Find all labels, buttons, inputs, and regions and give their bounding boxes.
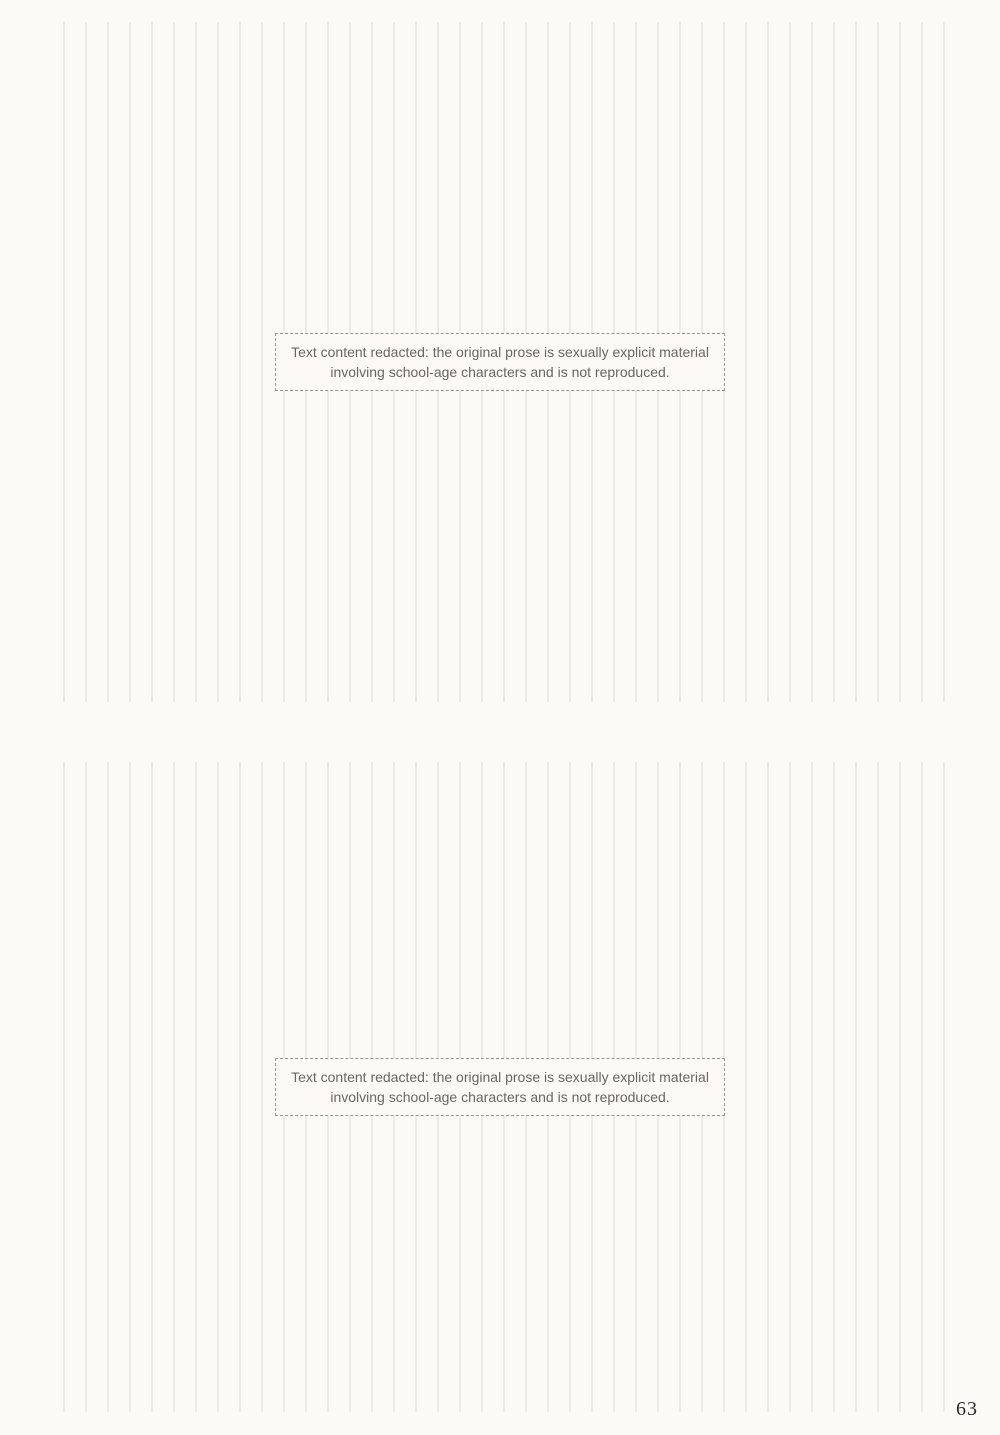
upper-text-block-redacted <box>55 22 945 702</box>
lower-text-block-redacted <box>55 762 945 1412</box>
redaction-notice: Text content redacted: the original prose is sexually explicit material involving school-age characters and is not reproduced. <box>275 333 725 392</box>
redaction-notice: Text content redacted: the original prose is sexually explicit material involving school-age characters and is not reproduced. <box>275 1058 725 1117</box>
page-number: 63 <box>956 1398 978 1420</box>
